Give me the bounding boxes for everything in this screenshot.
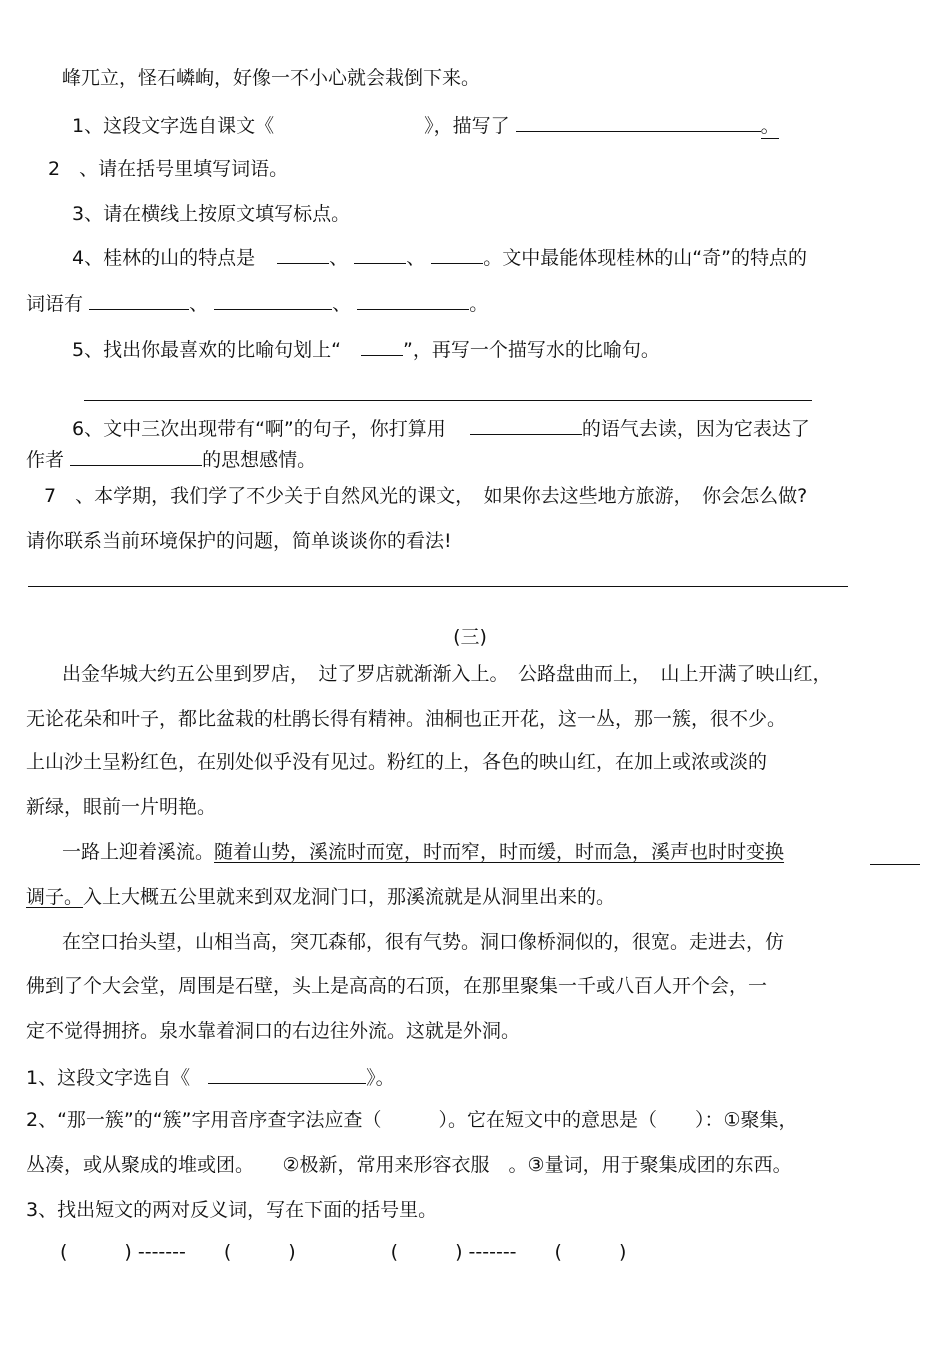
answer-line-q5[interactable] (84, 400, 812, 401)
question-4: 4、桂林的山的特点是 、 、 。文中最能体现桂林的山“奇”的特点的 (72, 247, 807, 269)
word-blank-3[interactable] (357, 291, 469, 310)
question-6-line2: 作者 的思想感情。 (26, 449, 317, 471)
question-1: 1、这段文字选自课文《 》，描写了 。 (72, 115, 780, 137)
word-blank-2[interactable] (214, 291, 332, 310)
question-4-line2: 词语有 、 、 。 (26, 293, 489, 315)
answer-line-q7[interactable] (28, 586, 848, 587)
question-6: 6、文中三次出现带有“啊”的句子，你打算用 的语气去读，因为它表达了 (72, 418, 810, 440)
description-blank[interactable] (516, 113, 761, 132)
paragraph-2-line-2: 调子。入上大概五公里就来到双龙洞门口，那溪流就是从洞里出来的。 (26, 886, 616, 908)
paragraph-1-line-4: 新绿，眼前一片明艳。 (26, 796, 217, 818)
paragraph-1-line-1: 出金华城大约五公里到罗店， 过了罗店就渐渐入上。 公路盘曲而上， 山上开满了映山红， (62, 663, 832, 685)
feature-blank-2[interactable] (354, 245, 406, 264)
word-blank-1[interactable] (89, 291, 189, 310)
section3-question-1: 1、这段文字选自《 》。 (26, 1067, 395, 1089)
lesson-title-blank[interactable] (274, 114, 424, 132)
section3-question-2-line2: 丛凑，或从聚成的堆或团。 ②极新，常用来形容衣服 。③量词，用于聚集成团的东西。 (26, 1154, 792, 1176)
underlined-sentence: 随着山势，溪流时而宽，时而窄，时而缓，时而急，溪声也时时变换 (214, 841, 785, 863)
antonym-answer-row[interactable]: ( ) ------- ( ) ( ) ------- ( ) (60, 1241, 627, 1263)
simile-mark-blank[interactable] (361, 337, 403, 356)
source-blank[interactable] (208, 1065, 366, 1084)
paragraph-3-line-1: 在空口抬头望，山相当高，突兀森郁，很有气势。洞口像桥洞似的，很宽。走进去，仿 (62, 931, 785, 953)
feature-blank-3[interactable] (431, 245, 483, 264)
paragraph-3-line-3: 定不觉得拥挤。泉水靠着洞口的右边往外流。这就是外洞。 (26, 1020, 521, 1042)
section3-question-2: 2、“那一簇”的“簇”字用音序查字法应查（ ）。它在短文中的意思是（ ）：①聚集， (26, 1109, 798, 1131)
paragraph-3-line-2: 佛到了个大会堂，周围是石壁，头上是高高的石顶，在那里聚集一千或八百人开个会，一 (26, 975, 768, 997)
question-5: 5、找出你最喜欢的比喻句划上“ ”，再写一个描写水的比喻句。 (72, 339, 660, 361)
passage-last-line: 峰兀立，怪石嶙峋，好像一不小心就会栽倒下来。 (62, 67, 481, 89)
question-7: 7 、本学期，我们学了不少关于自然风光的课文， 如果你去这些地方旅游， 你会怎么做? (44, 485, 808, 507)
underline-extension (870, 864, 920, 865)
feature-blank-1[interactable] (277, 245, 329, 264)
feeling-blank[interactable] (70, 447, 202, 466)
paragraph-1-line-3: 上山沙土呈粉红色，在别处似乎没有见过。粉红的上，各色的映山红，在加上或浓或淡的 (26, 751, 768, 773)
question-2: 2 、请在括号里填写词语。 (48, 158, 289, 180)
question-7-line2: 请你联系当前环境保护的问题，简单谈谈你的看法! (26, 530, 452, 552)
tone-blank[interactable] (470, 416, 582, 435)
paragraph-1-line-2: 无论花朵和叶子，都比盆栽的杜鹃长得有精神。油桐也正开花，这一丛，那一簇，很不少。 (26, 708, 787, 730)
paragraph-2-line-1: 一路上迎着溪流。随着山势，溪流时而宽，时而窄，时而缓，时而急，溪声也时时变换 (62, 841, 785, 863)
section-heading: (三) (453, 626, 487, 648)
section3-question-3: 3、找出短文的两对反义词，写在下面的括号里。 (26, 1199, 438, 1221)
question-3: 3、请在横线上按原文填写标点。 (72, 203, 351, 225)
underlined-sentence-end: 调子。 (26, 886, 84, 908)
